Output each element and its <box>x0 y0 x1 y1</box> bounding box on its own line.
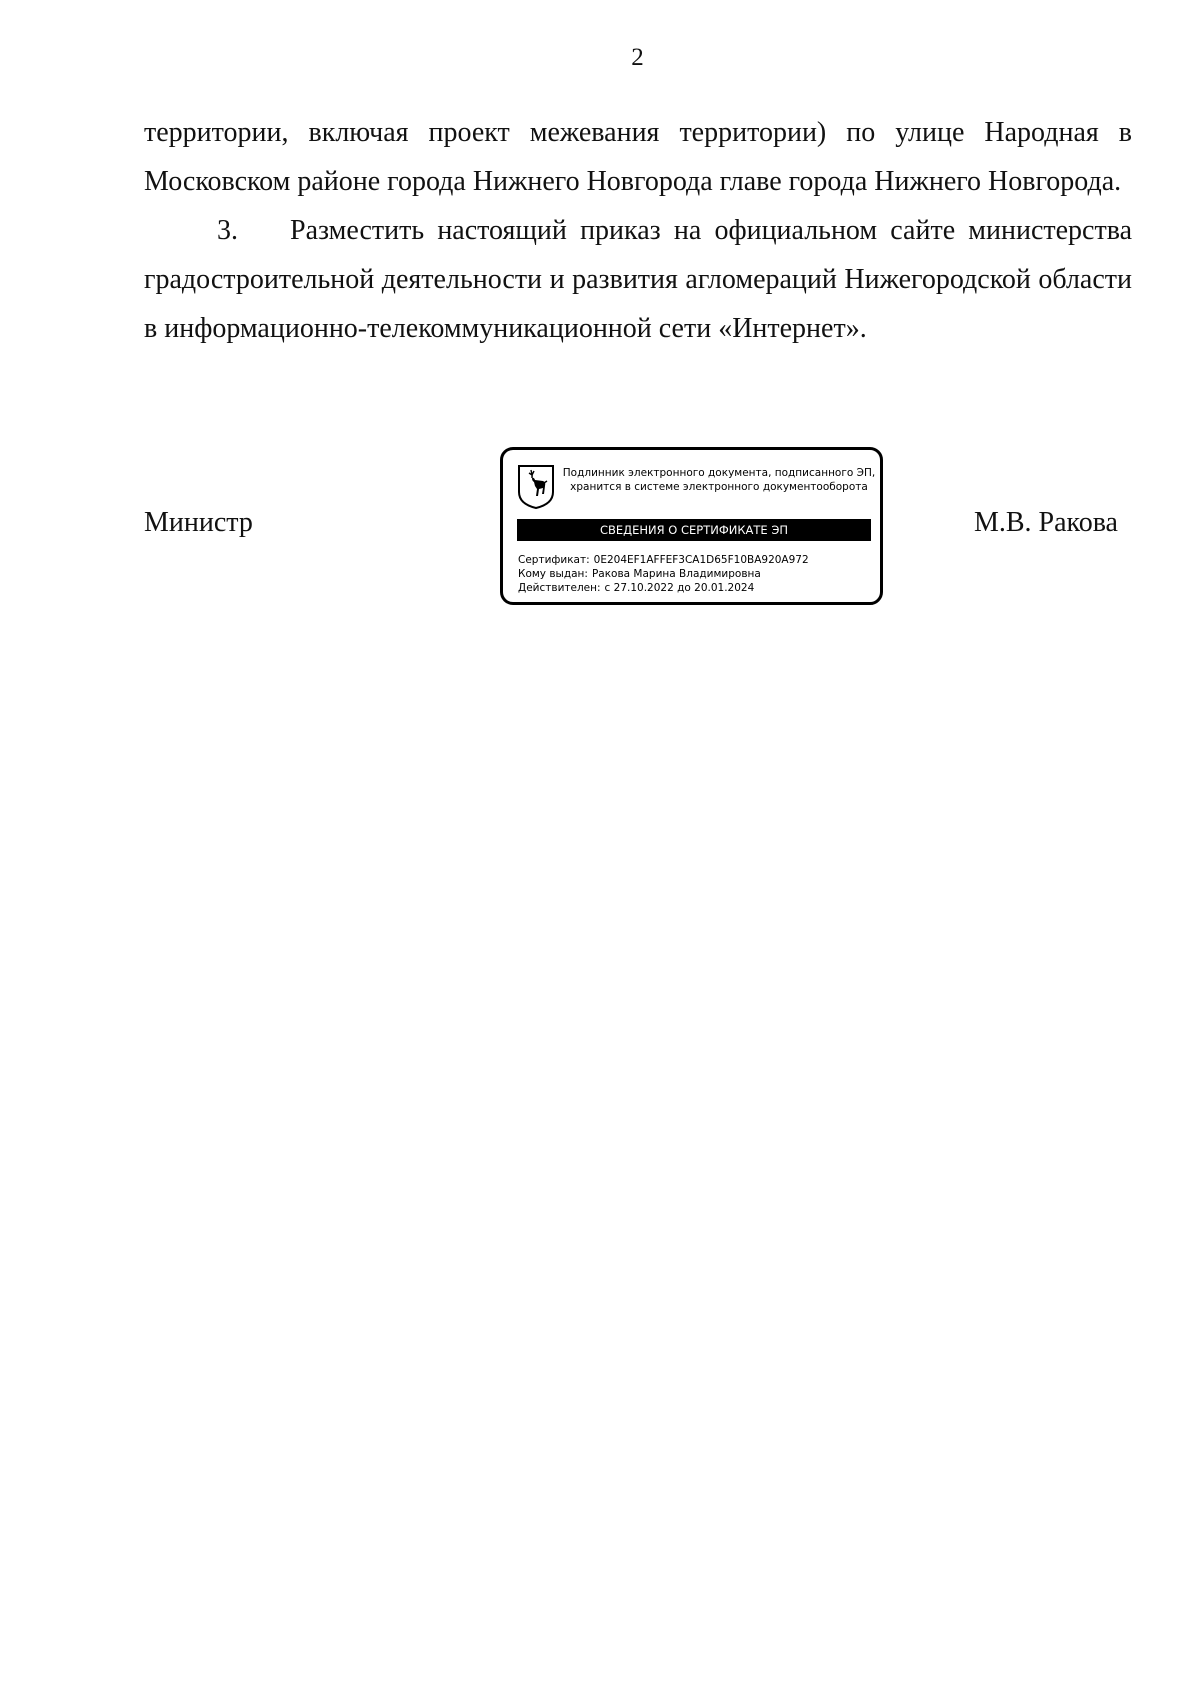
issued-to-value: Ракова Марина Владимировна <box>591 568 761 580</box>
stamp-notice-line: хранится в системе электронного документооборота <box>570 481 868 493</box>
stamp-header: СВЕДЕНИЯ О СЕРТИФИКАТЕ ЭП <box>517 519 871 541</box>
paragraph-item-3 <box>144 206 1132 353</box>
certificate-details <box>518 553 809 595</box>
valid-row <box>518 581 809 595</box>
certificate-value: 0E204EF1AFFEF3CA1D65F10BA920A972 <box>593 554 809 566</box>
stamp-notice-line: Подлинник электронного документа, подписанного ЭП, <box>562 467 876 479</box>
item-number: 3. <box>217 215 238 246</box>
valid-value: с 27.10.2022 до 20.01.2024 <box>604 582 755 594</box>
document-body <box>144 108 1132 353</box>
paragraph-line: территории, включая проект межевания территории) по улице Народная в <box>144 117 1132 148</box>
item-text: Разместить настоящий приказ на официальном сайте министерства градостроительной деятельности и развития агломераций Нижегородской области в информационно-телекоммуникационной сети «Интернет». <box>144 215 1132 344</box>
issued-to-row <box>518 567 809 581</box>
coat-of-arms-deer-icon <box>517 464 555 510</box>
certificate-label: Сертификат: <box>518 554 590 566</box>
issued-to-label: Кому выдан: <box>518 568 588 580</box>
certificate-row <box>518 553 809 567</box>
signer-name: М.В. Ракова <box>973 507 1118 538</box>
electronic-signature-stamp <box>500 447 883 605</box>
valid-label: Действителен: <box>518 582 601 594</box>
paragraph-line: Московском районе города Нижнего Новгорода главе города Нижнего Новгорода. <box>144 166 1122 197</box>
signer-position: Министр <box>144 507 253 538</box>
page-number: 2 <box>631 44 644 71</box>
stamp-notice <box>559 466 879 494</box>
